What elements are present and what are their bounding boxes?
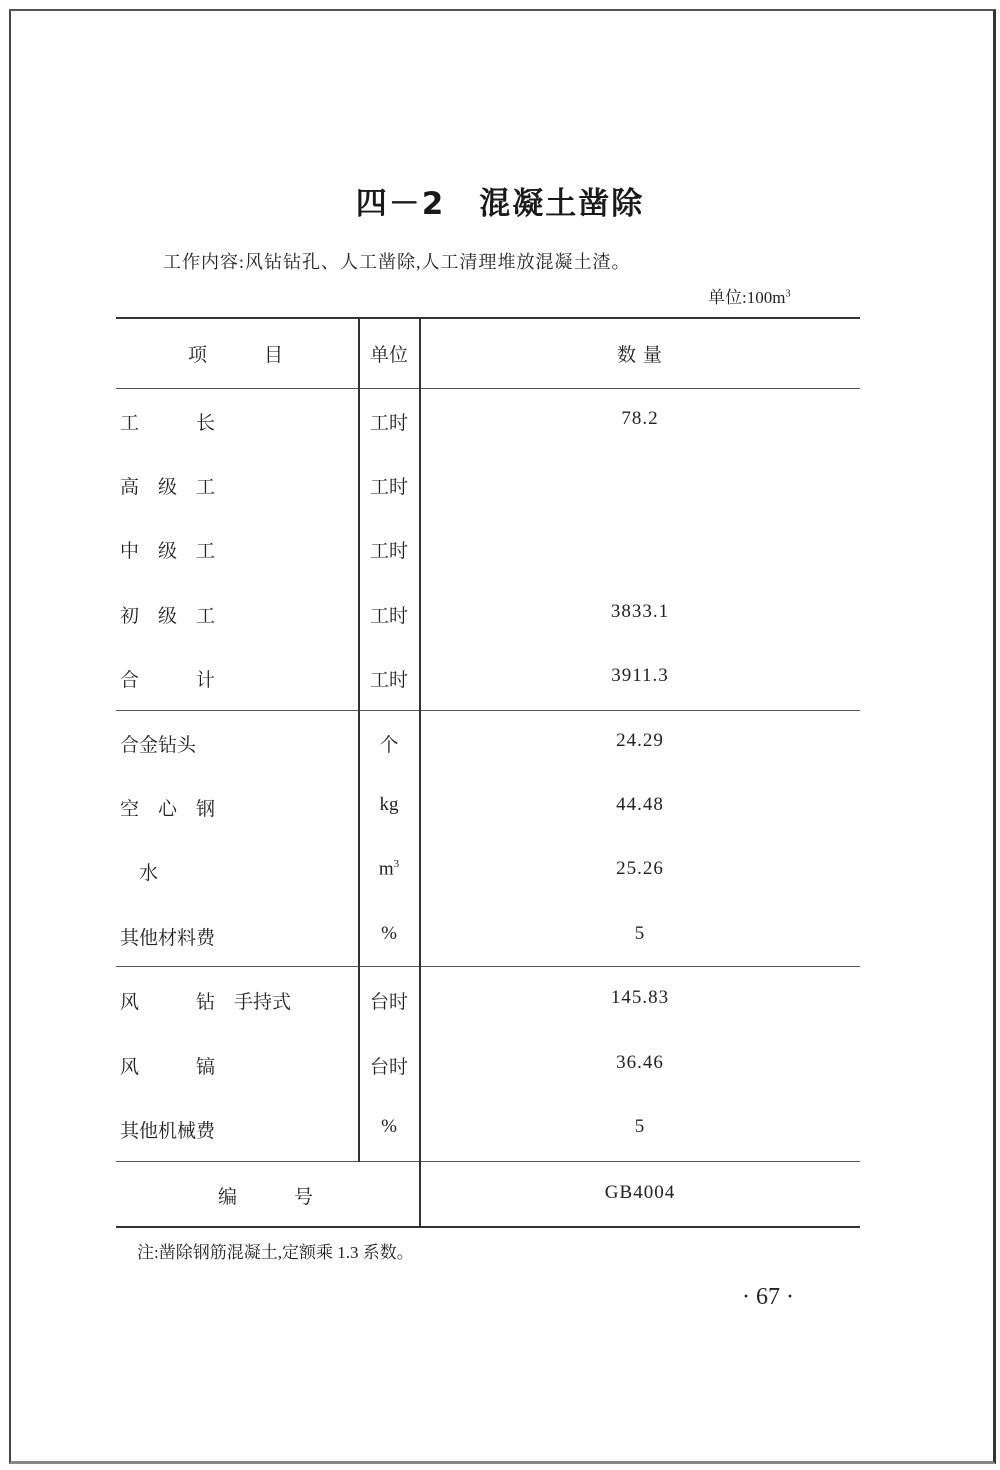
row-item: 高 级 工 bbox=[120, 477, 216, 498]
row-item: 空 心 钢 bbox=[120, 799, 216, 820]
row-unit: 工时 bbox=[369, 477, 408, 498]
row-item: 风 镐 bbox=[120, 1057, 216, 1078]
section-title-text: 混凝土凿除 bbox=[479, 186, 645, 222]
row-item: 合金钻头 bbox=[120, 735, 197, 756]
row-quantity: 5 bbox=[634, 923, 646, 944]
row-quantity: 5 bbox=[634, 1116, 646, 1137]
row-unit: 台时 bbox=[369, 1057, 408, 1078]
page-number: · 67 · bbox=[742, 1284, 794, 1310]
table-note: 注:凿除钢筋混凝土,定额乘 1.3 系数。 bbox=[137, 1243, 414, 1262]
work-content: 工作内容:风钻钻孔、人工凿除,人工清理堆放混凝土渣。 bbox=[163, 252, 631, 272]
row-quantity: 145.83 bbox=[610, 987, 670, 1008]
table-bottom-rule bbox=[116, 1226, 860, 1228]
row-unit: % bbox=[381, 1116, 397, 1137]
row-unit-text: m bbox=[378, 858, 394, 880]
row-item: 中 级 工 bbox=[120, 541, 216, 562]
row-unit: 工时 bbox=[369, 670, 408, 691]
row-item: 初 级 工 bbox=[120, 606, 216, 627]
row-unit: % bbox=[381, 923, 397, 944]
row-item: 水 bbox=[120, 863, 159, 884]
machine-group-rule bbox=[116, 1161, 860, 1162]
header-quantity: 数 量 bbox=[617, 345, 663, 366]
row-unit-superscript: 3 bbox=[393, 858, 400, 870]
unit-label-text: 单位:100m bbox=[708, 288, 786, 307]
row-unit: 个 bbox=[379, 735, 399, 756]
section-title bbox=[0, 178, 1000, 223]
unit-label bbox=[708, 283, 790, 308]
row-unit: 工时 bbox=[369, 541, 408, 562]
row-item: 风 钻 手持式 bbox=[120, 992, 292, 1013]
row-quantity: 24.29 bbox=[616, 730, 664, 751]
row-quantity: 78.2 bbox=[621, 408, 659, 429]
row-quantity: 3911.3 bbox=[611, 665, 669, 686]
header-rule bbox=[116, 388, 860, 389]
row-item: 其他机械费 bbox=[120, 1121, 216, 1142]
unit-superscript: 3 bbox=[785, 288, 791, 300]
row-unit: 工时 bbox=[369, 413, 408, 434]
column-divider-unit-quantity bbox=[419, 318, 421, 1227]
footer-code: GB4004 bbox=[604, 1182, 676, 1203]
row-unit: 台时 bbox=[369, 992, 408, 1013]
row-item: 其他材料费 bbox=[120, 928, 216, 949]
row-unit: kg bbox=[379, 794, 399, 815]
row-unit: 工时 bbox=[369, 606, 408, 627]
row-item: 工 长 bbox=[120, 413, 216, 434]
section-number: 四－2 bbox=[355, 186, 446, 222]
footer-label: 编 号 bbox=[218, 1187, 314, 1208]
row-quantity: 36.46 bbox=[616, 1052, 664, 1073]
row-quantity: 44.48 bbox=[616, 794, 664, 815]
header-unit: 单位 bbox=[369, 345, 408, 366]
labor-group-rule bbox=[116, 710, 860, 711]
header-item: 项 目 bbox=[188, 345, 284, 366]
table-top-rule bbox=[116, 317, 860, 319]
row-quantity: 3833.1 bbox=[610, 601, 670, 622]
row-unit bbox=[360, 858, 418, 880]
material-group-rule bbox=[116, 966, 860, 967]
row-item: 合 计 bbox=[120, 670, 216, 691]
row-quantity: 25.26 bbox=[616, 858, 664, 879]
